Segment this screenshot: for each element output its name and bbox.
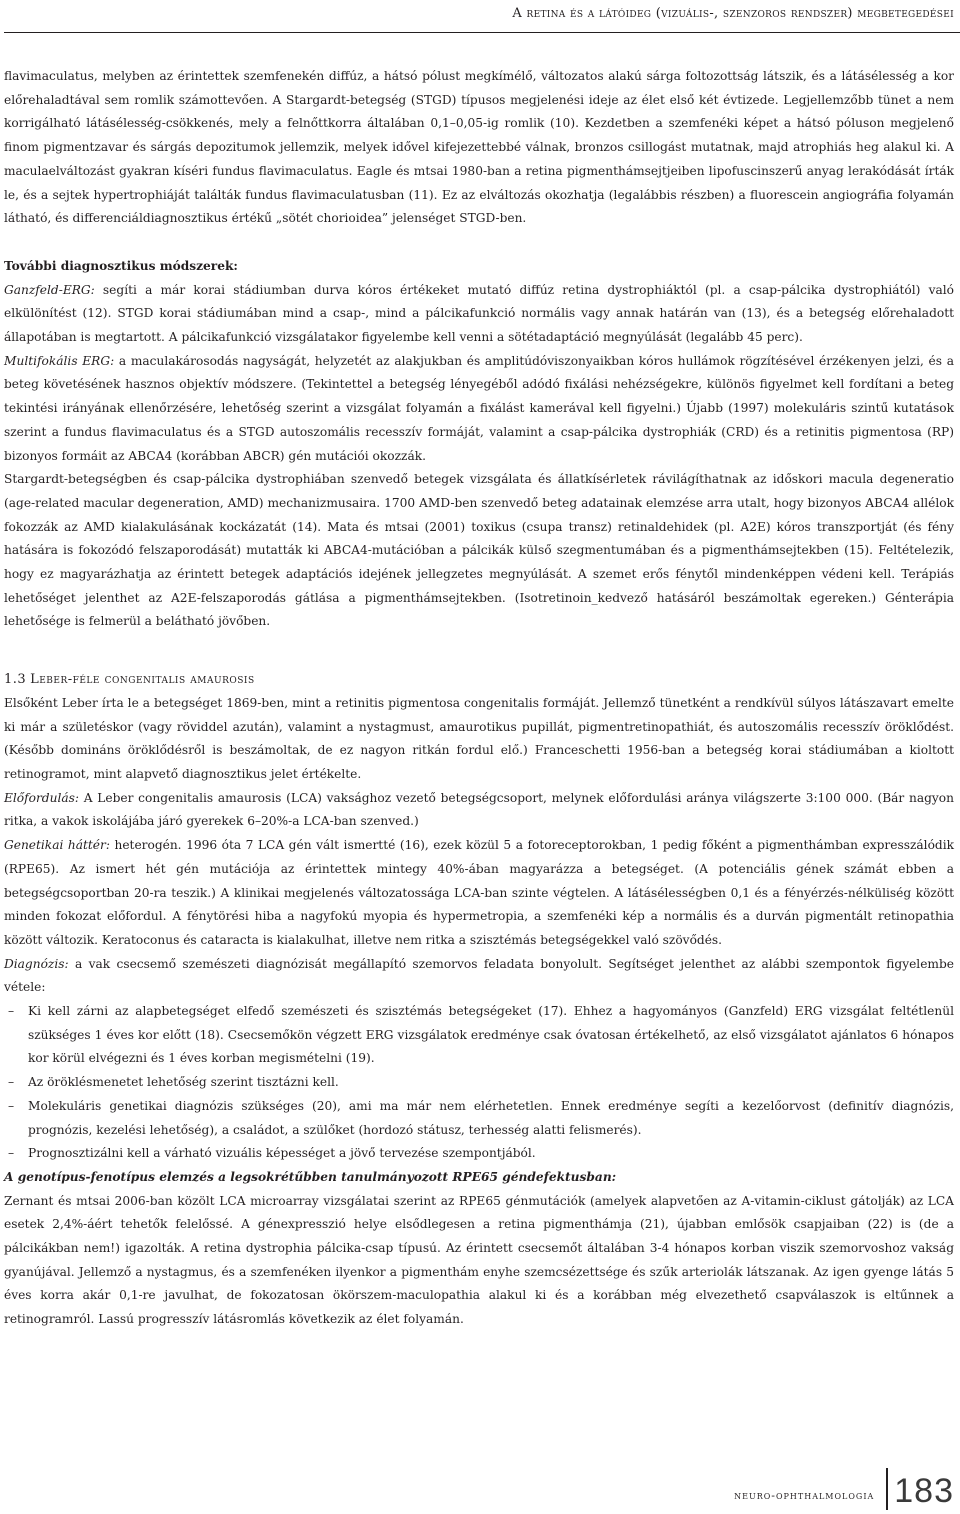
diagnosis-list xyxy=(4,1000,954,1166)
section-number: 1.3 xyxy=(4,672,27,688)
paragraph-occurrence xyxy=(4,787,954,834)
paragraph-stargardt-amd: Stargardt-betegségben és csap-pálcika dystrophiában szenvedő betegek vizsgálata és állatkísérletek rávilágíthatnak az időskori macula degeneratio (age-related macular degeneration, AMD) mechanizmusaira. 1700 AMD-ben szenvedő beteg adatainak elemzése arra utalt, hogy bizonyos ABCA4 allélok fokozzák az AMD kialakulásának kockázatát (14). Mata és mtsai (2001) toxikus (csupa transz) retinaldehidek (pl. A2E) kóros transzportját (és fény hatására is fokozódó felszaporodását) mutatták ki ABCA4-mutációban a pálcikák külső szegmentumában és a pigmenthámsejtekben (15). Feltételezik, hogy ez magyarázhatja az érintett betegek adaptációs idejének jellegzetes megnyúlását. A szemet erős fénytől mindenképpen védeni kell. Terápiás lehetőséget jelenthet az A2E-felszaporodás gátlása a pigmenthámsejtekben. (Isotretinoin_kedvező hatásáról beszámoltak egereken.) Génterápia lehetősége is felmerül a belátható jövőben. xyxy=(4,472,954,629)
running-header xyxy=(4,0,960,33)
further-methods-heading: További diagnosztikus módszerek: xyxy=(4,258,238,273)
paragraph-genotype: Zernant és mtsai 2006-ban közölt LCA microarray vizsgálatai szerint az RPE65 génmutációk (amelyek alapvetően az A-vitamin-ciklust gátolják) az LCA esetek 2,4%-áért tehetők felelőssé. A génexpresszió helye elsődlegesen a retina pigmenthámja (21), újabban emlősök csapjaiban (22) is (de a pálcikákban nem!) igazolták. A retina dystrophia pálcika-csap típusú. Az érintett csecsemőt általában 3-4 hónapos korban viszik szemorvoshoz vakság gyanújával. Jellemző a nystagmus, és a szemfenéken ilyenkor a pigmenthám enyhe szemcsézettsége és szűk arteriolák látszanak. Az igen gyenge látás 5 éves korra akár 0,1-re javulhat, de fokozatosan ökörszem-maculopathia alakul ki és a korábban még elvezethető csapválaszok is eltűnnek a retinogramról. Lassú progresszív látásromlás következik az élet folyamán. xyxy=(4,1193,954,1327)
list-item: – Ki kell zárni az alapbetegséget elfedő szemészeti és szisztémás betegségeket (17). Ehhez a hagyományos (Ganzfeld) ERG vizsgálat feltétlenül szükséges 1 éves kor előtt (18). Csecsemőkön végzett ERG vizsgálatok eredménye csak óvatosan értékelhető, az első vizsgálatot ajánlatos 6 hónapos kor körül elvégezni és 1 éves korban megismételni (19). xyxy=(4,1000,954,1071)
occurrence-text: A Leber congenitalis amaurosis (LCA) vaksághoz vezető betegségcsoport, melynek előfordulási aránya világszerte 3:100 000. (Bár nagyon ritka, a vakok iskolájába járó gyerekek 6–20%-a LCA-ban szenved.) xyxy=(4,790,954,829)
genetic-label: Genetikai háttér: xyxy=(4,838,110,853)
list-item: – Az öröklésmenetet lehetőség szerint tisztázni kell. xyxy=(4,1071,954,1095)
diagnosis-text: a vak csecsemő szemészeti diagnózisát megállapító szemorvos feladata bonyolult. Segítséget jelenthet az alábbi szempontok figyelembe vétele: xyxy=(4,956,954,995)
page-footer xyxy=(734,1462,954,1510)
section-title: Leber-féle congenitalis amaurosis xyxy=(30,672,255,688)
paragraph-multifocal xyxy=(4,350,954,469)
occurrence-label: Előfordulás: xyxy=(4,790,79,805)
genotype-heading: A genotípus-fenotípus elemzés a legsokrétűbben tanulmányozott RPE65 géndefektusban: xyxy=(4,1169,617,1184)
diagnosis-label: Diagnózis: xyxy=(4,956,69,971)
paragraph-diagnosis xyxy=(4,953,954,1000)
list-item: – Prognosztizálni kell a várható vizuális képességet a jövő tervezése szempontjából. xyxy=(4,1142,954,1166)
paragraph-lca-intro: Elsőként Leber írta le a betegséget 1869-ben, mint a retinitis pigmentosa congenitalis formáját. Jellemző tünetként a rendkívül súlyos látászavart emelte ki már a születéskor (vagy röviddel azután), valamint a nystagmust, amaurotikus pupillát, pigmentretinopathiát, és autoszomális recesszív öröklődést. (Később domináns öröklődésről is beszámoltak, de ez nagyon ritkán fordul elő.) Franceschetti 1956-ban a betegség korai stádiumában a kioltott retinogramot, mint alapvető diagnosztikus jelet értékelte. xyxy=(4,695,954,781)
list-item: – Molekuláris genetikai diagnózis szükséges (20), ami ma már nem elérhetetlen. Ennek eredménye segíti a kezelőorvost (definitív diagnózis, prognózis, kezelési lehetőség), a családot, a szülőket (hordozó státusz, terhesség alatti felismerés). xyxy=(4,1095,954,1142)
ganzfeld-label: Ganzfeld-ERG: xyxy=(4,282,95,297)
running-title: A retina és a látóideg (vizuális-, szenzoros rendszer) megbetegedései xyxy=(512,6,954,21)
ganzfeld-text: segíti a már korai stádiumban durva kóros értékeket mutató diffúz retina dystrophiáktól (pl. a csap-pálcika dystrophiától) való elkülönítést (12). STGD korai stádiumában mind a csap-, mind a pálcikafunkció normális vagy annak határán van (13), és a betegség előrehaladott állapotában is megtartott. A pálcikafunkció vizsgálatakor figyelembe kell venni a sötétadaptáció megnyúlását (legalább 45 perc). xyxy=(4,282,954,345)
article-body xyxy=(4,65,954,1332)
genetic-text: heterogén. 1996 óta 7 LCA gén vált ismertté (16), ezek közül 5 a fotoreceptorokban, 1 pedig főként a pigmenthámban expresszálódik (RPE65). Az ismert hét gén mutációja az érintettek mintegy 40%-ában magyarázza a betegséget. (A potenciális gének számát ebben a betegségcsoportban 20-ra teszik.) A klinikai megjelenés változatossága LCA-ban szinte végtelen. A látásélességben 0,1 és a fényérzés-nélküliség között minden fokozat előfordul. A fénytörési hiba a nagyfokú myopia és hypermetropia, a szemfenéki kép a normális és a durván pigmentált retinopathia között változik. Keratoconus és cataracta is kialakulhat, illetve nem ritka a szisztémás betegségekkel való szövődés. xyxy=(4,838,954,947)
page-number: 183 xyxy=(894,1472,954,1510)
multifocal-text: a maculakárosodás nagyságát, helyzetét az alakjukban és amplitúdóviszonyaikban kóros hullámok rögzítésével érzékenyen jelzi, és a beteg követésének hasznos objektív módszere. (Tekintettel a betegség lényegéből adódó fixálási nehézségekre, különös figyelmet kell fordítani a beteg tekintési irányának ellenőrzésére, lehetőség szerint a vizsgálat folyamán a fixálást kamerával kell figyelni.) Újabb (1997) molekuláris szintű kutatások szerint a fundus flavimaculatus és a STGD autoszomális recesszív formáját, valamint a csap-pálcika dystrophiák (CRD) és a retinitis pigmentosa (RP) bizonyos formáit az ABCA4 (korábban ABCR) gén mutációi okozzák. xyxy=(4,353,954,463)
footer-divider xyxy=(886,1468,888,1510)
section-heading xyxy=(4,668,954,692)
paragraph-stargardt-intro: flavimaculatus, melyben az érintettek szemfenekén diffúz, a hátsó pólust megkímélő, változatos alakú sárga foltozottság látszik, és a látásélesség a kor előrehaladtával sem romlik számottevően. A Stargardt-betegség (STGD) típusos megjelenési ideje az élet első két évtizede. Legjellemzőbb tünet a nem korrigálható látásélesség-csökkenés, mely a felnőttkorra általában 0,1–0,05-ig romlik (10). Kezdetben a szemfenéki képet a hátsó póluson megjelenő finom pigmentzavar és sárgás depozitumok jellemzik, melyek idővel kifejezettebbé válnak, bronzos csillogást mutatnak, majd atrophiás heg alakul ki. A maculaelváltozást gyakran kíséri fundus flavimaculatus. Eagle és mtsai 1980-ban a retina pigmenthámsejtjeiben lipofuscinszerű anyag lerakódását írták le, és a sejtek hypertrophiáját találták fundus flavimaculatusban (11). Ez az elváltozás okozhatja (legalábbis részben) a fluorescein angiográfia folyamán látható, és differenciáldiagnosztikus értékű „sötét chorioidea” jelenséget STGD-ben. xyxy=(4,69,954,226)
paragraph-genetic xyxy=(4,834,954,953)
multifocal-label: Multifokális ERG: xyxy=(4,353,115,368)
paragraph-ganzfeld xyxy=(4,279,954,350)
journal-name: neuro-ophthalmologia xyxy=(734,1489,875,1502)
